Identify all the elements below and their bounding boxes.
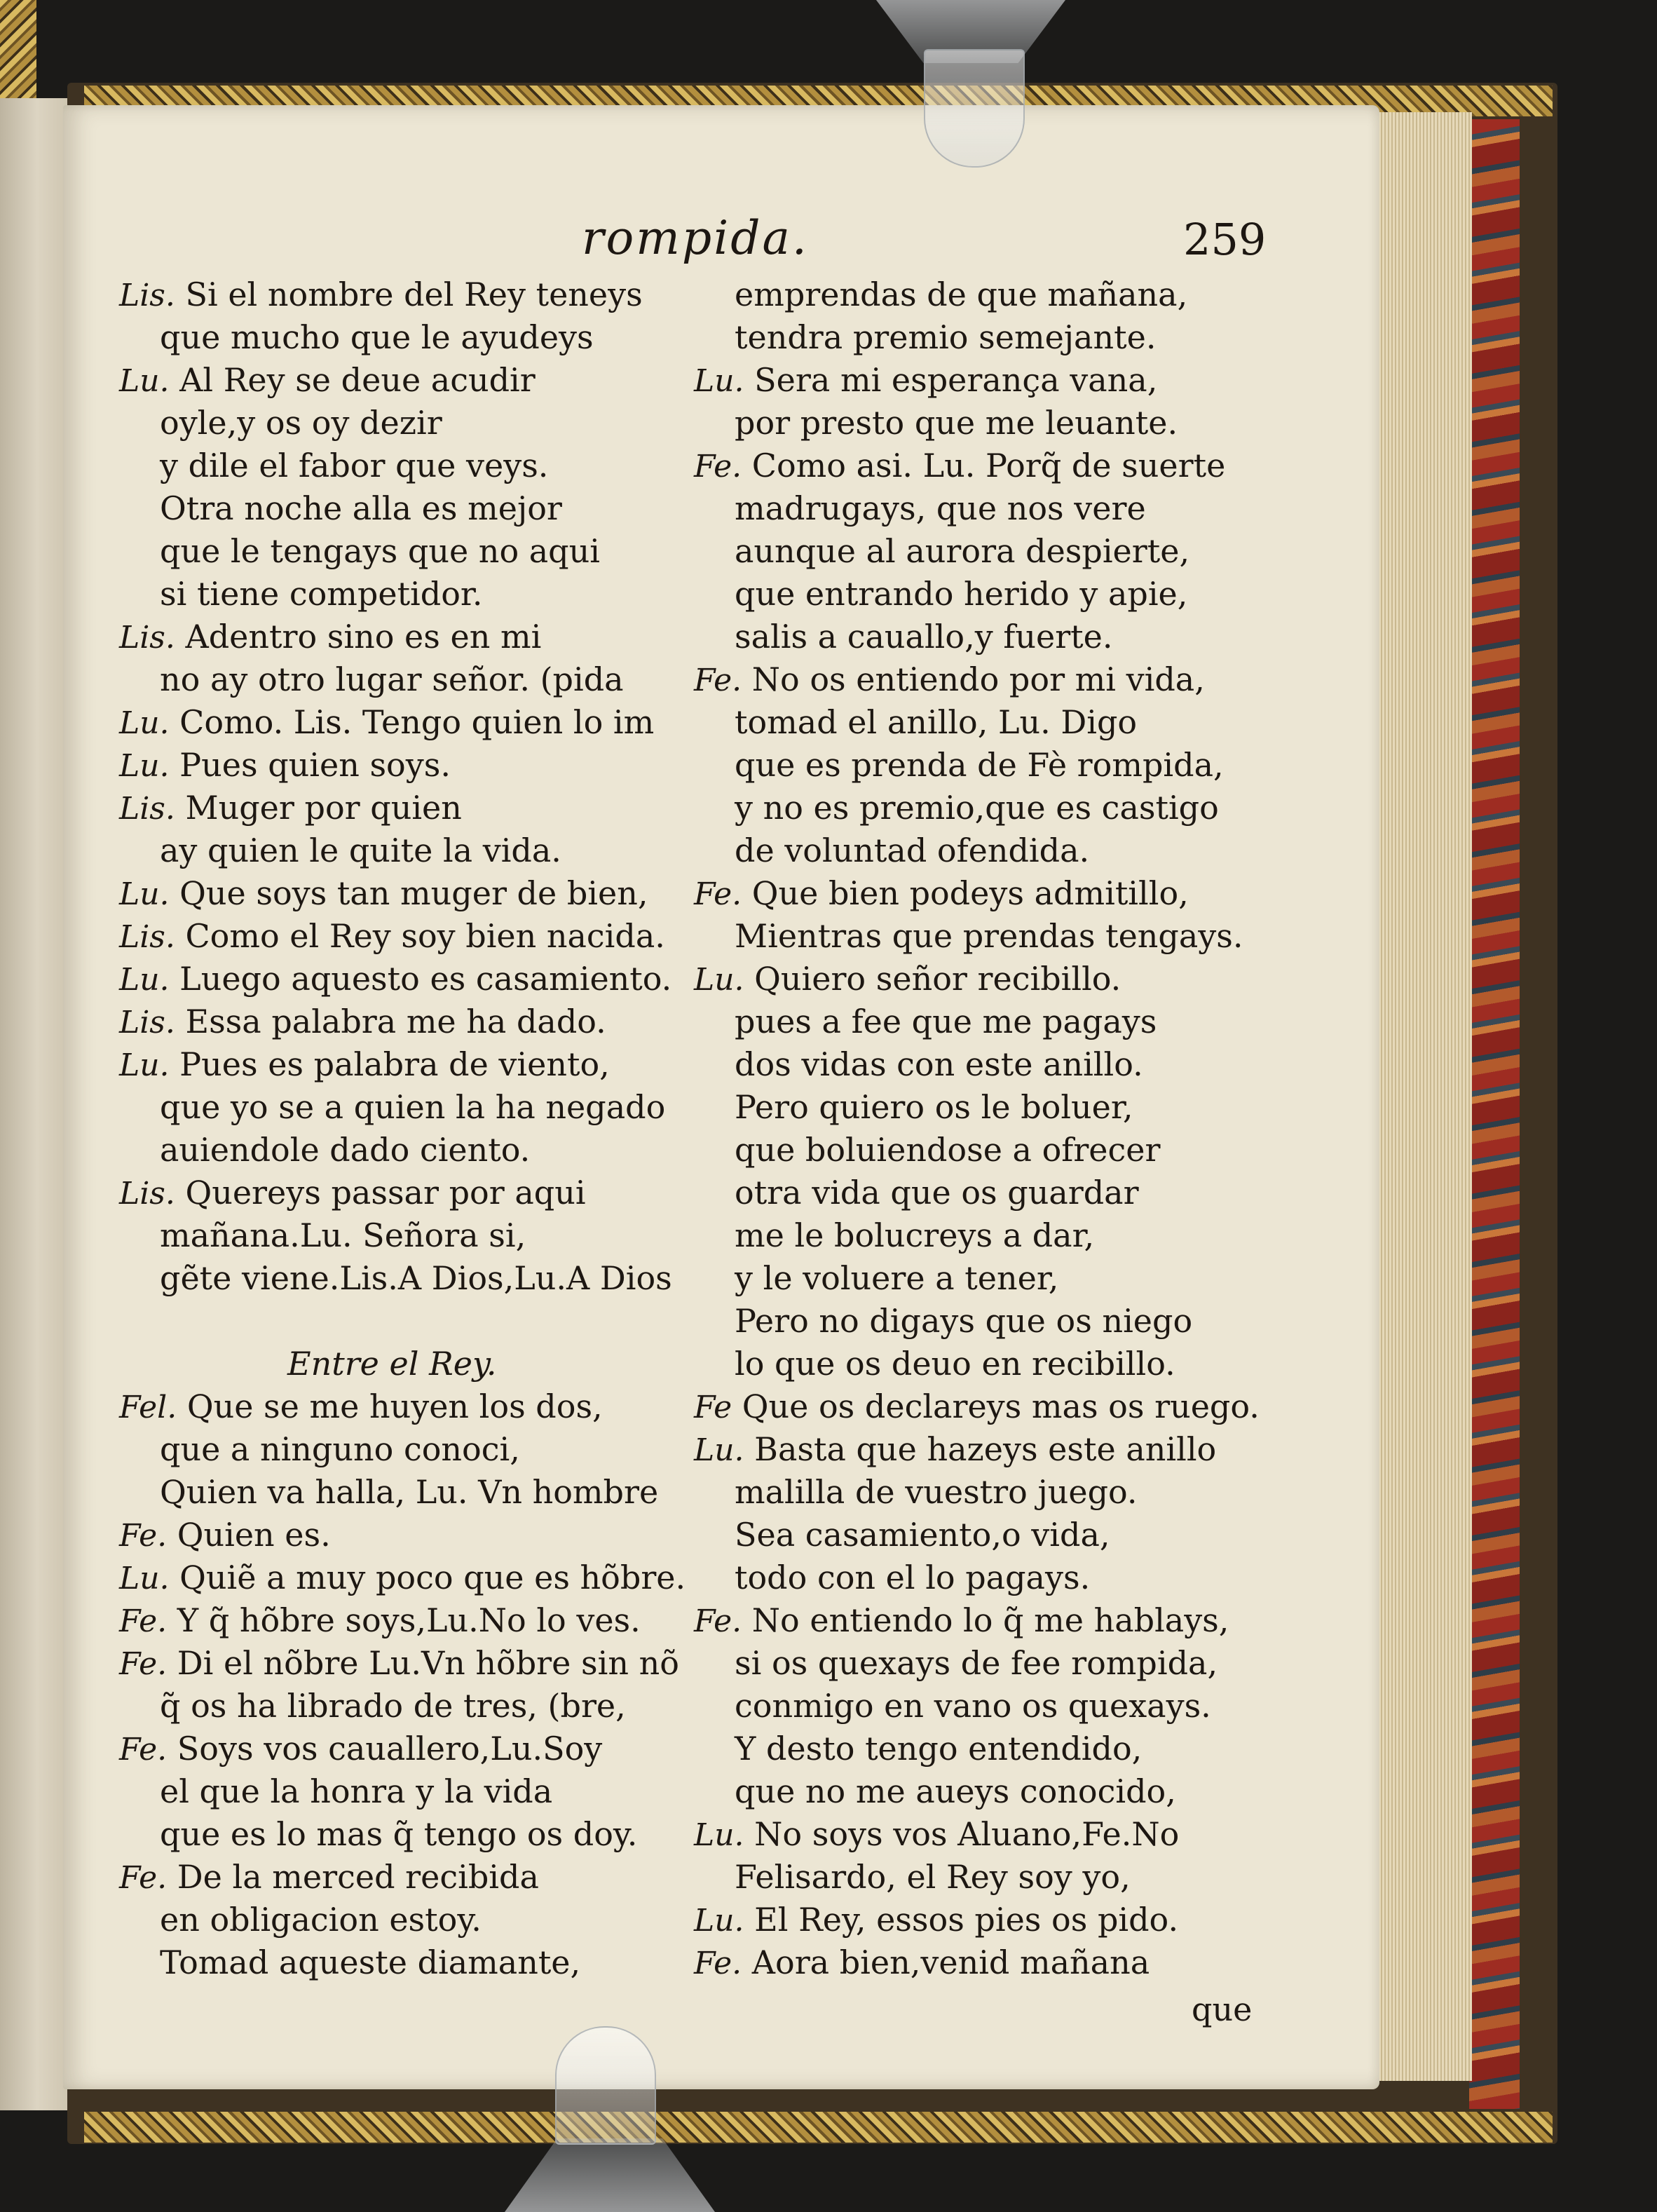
verse-line (694, 445, 1276, 487)
verse-text: De la merced recibida (177, 1858, 539, 1896)
verse-text: Si el nombre del Rey teneys (185, 276, 643, 313)
speaker-label: Lis. (119, 919, 175, 955)
verse-text: aunque al aurora despierte, (735, 532, 1190, 570)
verse-text: Y desto tengo entendido, (735, 1730, 1143, 1767)
verse-line (119, 1172, 680, 1214)
verse-line (119, 958, 680, 1000)
verse-line (119, 1813, 680, 1856)
verse-text: en obligacion estoy. (160, 1901, 482, 1939)
page-clip-top (924, 49, 1025, 168)
verse-text: por presto que me leuante. (735, 404, 1178, 442)
verse-line (694, 273, 1276, 316)
verse-line (119, 1428, 680, 1471)
verse-line (694, 872, 1276, 915)
verse-text: El Rey, essos pies os pido. (754, 1901, 1179, 1939)
verse-text: No soys vos Aluano,Fe.No (754, 1815, 1180, 1853)
verse-text: Quien es. (177, 1516, 331, 1554)
verse-line (119, 1599, 680, 1642)
verse-text: Quereys passar por aqui (185, 1174, 586, 1212)
previous-page-edge (0, 98, 69, 2110)
verse-line (694, 744, 1276, 787)
verse-line (119, 616, 680, 658)
speaker-label: Fe. (694, 1603, 742, 1639)
verse-text: Que soys tan muger de bien, (179, 874, 648, 912)
verse-line (119, 1770, 680, 1813)
verse-line (119, 1728, 680, 1770)
speaker-label: Lu. (694, 1432, 744, 1468)
verse-line (694, 1129, 1276, 1172)
page-number: 259 (1183, 214, 1267, 265)
speaker-label: Lu. (119, 705, 170, 741)
verse-text: que no me aueys conocido, (735, 1772, 1176, 1810)
verse-line (119, 530, 680, 573)
speaker-label: Lu. (119, 1561, 170, 1596)
verse-text: Quien va halla, Lu. Vn hombre (160, 1473, 659, 1511)
verse-line (694, 1043, 1276, 1086)
verse-line (694, 1813, 1276, 1856)
speaker-label: Lu. (119, 748, 170, 784)
speaker-label: Lu. (694, 1903, 744, 1939)
verse-line (694, 1556, 1276, 1599)
stage-direction: Entre el Rey. (287, 1345, 497, 1383)
verse-text: Quiẽ a muy poco que es hõbre. (179, 1559, 686, 1596)
verse-line (694, 1172, 1276, 1214)
verse-text: que boluiendose a ofrecer (735, 1131, 1161, 1169)
verse-text: Que bien podeys admitillo, (751, 874, 1189, 912)
verse-text: que mucho que le ayudeys (160, 318, 594, 356)
speaker-label: Lu. (694, 962, 744, 998)
verse-text: pues a fee que me pagays (735, 1003, 1157, 1040)
verse-line (694, 359, 1276, 402)
speaker-label: Fel. (119, 1390, 177, 1425)
speaker-label: Fe (694, 1390, 732, 1425)
verse-line (694, 1000, 1276, 1043)
verse-text: Adentro sino es en mi (185, 618, 542, 656)
verse-line (119, 744, 680, 787)
verse-line (119, 658, 680, 701)
verse-line (119, 1385, 680, 1428)
verse-text: Que se me huyen los dos, (186, 1387, 603, 1425)
verse-line (119, 1129, 680, 1172)
verse-text: y dile el fabor que veys. (160, 447, 549, 484)
page-clip-bottom (555, 2026, 656, 2145)
verse-line (694, 787, 1276, 829)
verse-line (119, 1856, 680, 1899)
verse-line (694, 316, 1276, 359)
speaker-label: Lu. (119, 363, 170, 399)
verse-text: tendra premio semejante. (735, 318, 1157, 356)
verse-text: Como. Lis. Tengo quien lo im (179, 703, 655, 741)
running-title: rompida. (582, 211, 809, 265)
speaker-label: Lis. (119, 791, 175, 827)
speaker-label: Lis. (119, 1005, 175, 1040)
verse-text: Como asi. Lu. Porq̃ de suerte (751, 447, 1226, 484)
verse-line (694, 1599, 1276, 1642)
verse-text: Mientras que prendas tengays. (735, 917, 1243, 955)
verse-line (119, 701, 680, 744)
verse-text: Essa palabra me ha dado. (185, 1003, 606, 1040)
verse-text: madrugays, que nos vere (735, 489, 1146, 527)
speaker-label: Fe. (694, 876, 742, 912)
verse-text: Luego aquesto es casamiento. (179, 960, 672, 998)
speaker-label: Fe. (119, 1646, 168, 1682)
verse-text: oyle,y os oy dezir (160, 404, 442, 442)
verse-text: Tomad aqueste diamante, (160, 1943, 581, 1981)
verse-line (694, 1770, 1276, 1813)
verse-line (694, 1899, 1276, 1941)
verse-line (119, 1471, 680, 1514)
speaker-label: Lis. (119, 278, 175, 313)
verse-line (119, 1514, 680, 1556)
verse-text: que yo se a quien la ha negado (160, 1088, 666, 1126)
verse-line (119, 1043, 680, 1086)
speaker-label: Lu. (694, 363, 744, 399)
verse-line (694, 1300, 1276, 1343)
verse-text: ay quien le quite la vida. (160, 832, 561, 869)
left-text-column (119, 273, 686, 1984)
verse-text: salis a cauallo,y fuerte. (735, 618, 1113, 656)
verse-line (119, 1899, 680, 1941)
verse-line (694, 958, 1276, 1000)
verse-line (119, 402, 680, 445)
page-clip-bottom-arms (505, 2138, 715, 2212)
verse-line (694, 1941, 1276, 1984)
verse-line (694, 1642, 1276, 1685)
verse-line (119, 359, 680, 402)
verse-line (694, 402, 1276, 445)
verse-text: No entiendo lo q̃ me hablays, (751, 1601, 1229, 1639)
verse-text: No os entiendo por mi vida, (751, 660, 1205, 698)
verse-text: Como el Rey soy bien nacida. (185, 917, 665, 955)
speaker-label: Lu. (119, 962, 170, 998)
verse-text: si os quexays de fee rompida, (735, 1644, 1218, 1682)
marbled-endpaper (1469, 119, 1520, 2109)
verse-line (119, 872, 680, 915)
verse-text: auiendole dado ciento. (160, 1131, 531, 1169)
verse-line (119, 445, 680, 487)
verse-text: Pues quien soys. (179, 746, 451, 784)
speaker-label: Lu. (694, 1817, 744, 1853)
verse-text: mañana.Lu. Señora si, (160, 1216, 526, 1254)
verse-line (694, 658, 1276, 701)
verse-text: si tiene competidor. (160, 575, 483, 613)
verse-line (694, 915, 1276, 958)
verse-line (119, 1214, 680, 1257)
verse-line (119, 1685, 680, 1728)
verse-text: Basta que hazeys este anillo (754, 1430, 1217, 1468)
verse-line (694, 530, 1276, 573)
verse-line (694, 1385, 1276, 1428)
verse-text: dos vidas con este anillo. (735, 1045, 1143, 1083)
verse-line (119, 787, 680, 829)
verse-line (119, 829, 680, 872)
right-text-column (694, 273, 1276, 1984)
verse-text: Sera mi esperança vana, (754, 361, 1158, 399)
verse-text: Muger por quien (185, 789, 462, 827)
verse-text: Pero quiero os le boluer, (735, 1088, 1133, 1126)
verse-text: que es prenda de Fè rompida, (735, 746, 1224, 784)
speaker-label: Fe. (694, 1946, 742, 1981)
verse-line (694, 1086, 1276, 1129)
page-fore-edge (1374, 112, 1472, 2081)
verse-line (694, 1471, 1276, 1514)
verse-line (119, 573, 680, 616)
verse-line (119, 1000, 680, 1043)
verse-line (694, 1685, 1276, 1728)
verse-line (694, 487, 1276, 530)
verse-text: Otra noche alla es mejor (160, 489, 562, 527)
verse-line (119, 1086, 680, 1129)
verse-text: conmigo en vano os quexays. (735, 1687, 1211, 1725)
speaker-label: Lu. (119, 1047, 170, 1083)
verse-line (119, 1257, 680, 1300)
verse-text: que es lo mas q̃ tengo os doy. (160, 1815, 638, 1853)
speaker-label: Fe. (694, 663, 742, 698)
verse-line (694, 1856, 1276, 1899)
verse-line (119, 915, 680, 958)
speaker-label: Lu. (119, 876, 170, 912)
verse-line (694, 1214, 1276, 1257)
verse-line (694, 573, 1276, 616)
verse-text: que entrando herido y apie, (735, 575, 1188, 613)
verse-text: todo con el lo pagays. (735, 1559, 1091, 1596)
verse-line (119, 273, 680, 316)
verse-text: Aora bien,venid mañana (751, 1943, 1150, 1981)
verse-text: malilla de vuestro juego. (735, 1473, 1138, 1511)
speaker-label: Lis. (119, 1176, 175, 1212)
verse-text: y le voluere a tener, (735, 1259, 1059, 1297)
verse-text: Que os declareys mas os ruego. (742, 1387, 1260, 1425)
verse-text: me le bolucreys a dar, (735, 1216, 1095, 1254)
verse-text: no ay otro lugar señor. (pida (160, 660, 624, 698)
verse-line (694, 616, 1276, 658)
speaker-label: Fe. (119, 1732, 168, 1767)
speaker-label: Fe. (694, 449, 742, 484)
verse-line (119, 316, 680, 359)
gilt-border-bottom (84, 2112, 1553, 2143)
verse-text: y no es premio,que es castigo (735, 789, 1219, 827)
verse-line (119, 1642, 680, 1685)
verse-text: Y q̃ hõbre soys,Lu.No lo ves. (177, 1601, 641, 1639)
verse-text: Felisardo, el Rey soy yo, (735, 1858, 1131, 1896)
speaker-label: Fe. (119, 1860, 168, 1896)
verse-text: el que la honra y la vida (160, 1772, 553, 1810)
verse-text: que le tengays que no aqui (160, 532, 600, 570)
verse-line (694, 1728, 1276, 1770)
verse-text: Quiero señor recibillo. (754, 960, 1121, 998)
verse-text: Soys vos cauallero,Lu.Soy (177, 1730, 603, 1767)
verse-text: otra vida que os guardar (735, 1174, 1139, 1212)
verse-text: Di el nõbre Lu.Vn hõbre sin nõ (177, 1644, 679, 1682)
verse-text: tomad el anillo, Lu. Digo (735, 703, 1138, 741)
verse-text: Sea casamiento,o vida, (735, 1516, 1110, 1554)
verse-text: q̃ os ha librado de tres, (bre, (160, 1687, 626, 1725)
verse-text: Pues es palabra de viento, (179, 1045, 610, 1083)
verse-text: que a ninguno conoci, (160, 1430, 520, 1468)
verse-line (119, 487, 680, 530)
speaker-label: Fe. (119, 1518, 168, 1554)
verse-text: emprendas de que mañana, (735, 276, 1188, 313)
verse-line (694, 1343, 1276, 1385)
verse-line (119, 1556, 686, 1599)
verse-line (119, 1941, 680, 1984)
verse-line (694, 1428, 1276, 1471)
verse-line (694, 829, 1276, 872)
speaker-label: Lis. (119, 620, 175, 656)
verse-text: Al Rey se deue acudir (179, 361, 536, 399)
verse-text: lo que os deuo en recibillo. (735, 1345, 1175, 1383)
speaker-label: Fe. (119, 1603, 168, 1639)
verse-text: gẽte viene.Lis.A Dios,Lu.A Dios (160, 1259, 672, 1297)
verse-text: de voluntad ofendida. (735, 832, 1090, 869)
catchword: que (1192, 1990, 1253, 2028)
verse-line (694, 1514, 1276, 1556)
verse-line (694, 701, 1276, 744)
verse-line (694, 1257, 1276, 1300)
verse-text: Pero no digays que os niego (735, 1302, 1193, 1340)
